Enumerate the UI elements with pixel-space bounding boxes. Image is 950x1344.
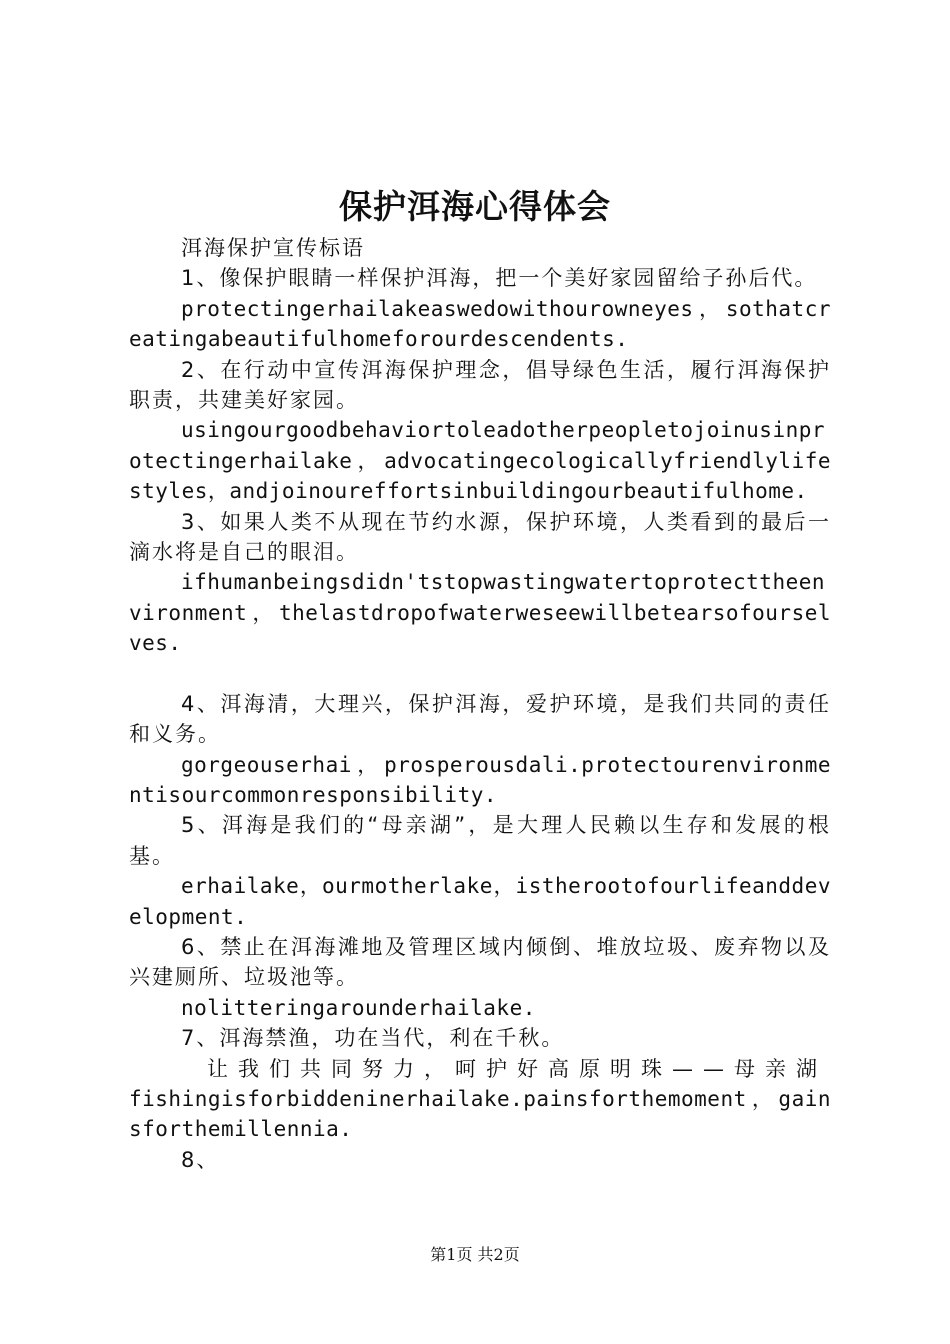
slogan-7-zh: 7、洱海禁渔，功在当代，利在千秋。 <box>181 1026 565 1051</box>
slogan-7-extra-zh: 让我们共同努力，呵护好高原明珠——母亲湖 <box>207 1056 827 1081</box>
slogan-5-en: erhailake，ourmotherlake，istherootofourlifeanddevelopment. <box>129 874 831 929</box>
slogan-4-en: gorgeouserhai，prosperousdali.protectourenvironmentisourcommonresponsibility. <box>129 752 831 807</box>
document-body <box>129 233 831 1175</box>
slogan-heading: 洱海保护宣传标语 <box>181 236 365 260</box>
slogan-4-zh: 4、洱海清，大理兴，保护洱海，爱护环境，是我们共同的责任和义务。 <box>129 691 831 747</box>
slogan-3-en: ifhumanbeingsdidn'tstopwastingwatertoprotecttheenvironment，thelastdropofwaterweseewillbetearsofourselves. <box>129 570 831 656</box>
slogan-1-zh: 1、像保护眼睛一样保护洱海，把一个美好家园留给子孙后代。 <box>181 266 818 291</box>
page-footer: 第1页 共2页 <box>430 1245 520 1264</box>
slogan-2-zh: 2、在行动中宣传洱海保护理念，倡导绿色生活，履行洱海保护职责，共建美好家园。 <box>129 357 831 413</box>
slogan-8-zh: 8、 <box>181 1147 220 1172</box>
document-title: 保护洱海心得体会 <box>339 187 611 226</box>
slogan-6-zh: 6、禁止在洱海滩地及管理区域内倾倒、堆放垃圾、废弃物以及兴建厕所、垃圾池等。 <box>129 934 831 990</box>
slogan-3-zh: 3、如果人类不从现在节约水源，保护环境，人类看到的最后一滴水将是自己的眼泪。 <box>129 509 831 565</box>
slogan-1-en: protectingerhailakeaswedowithourowneyes，sothatcreatingabeautifulhomeforourdescendents. <box>129 296 831 352</box>
slogan-6-en: nolitteringarounderhailake. <box>181 995 536 1020</box>
slogan-2-en: usingourgoodbehaviortoleadotherpeopletojoinusinprotectingerhailake，advocatingecologicallyfriendlylifestyles，andjoinoureffortsinbuildingourbeautifulhome. <box>129 418 831 504</box>
slogan-5-zh: 5、洱海是我们的“母亲湖”，是大理人民赖以生存和发展的根基。 <box>129 813 831 868</box>
blank-line <box>129 659 831 689</box>
slogan-7-en: fishingisforbiddeninerhailake.painsforthemoment，gainsforthemillennia. <box>129 1086 831 1142</box>
